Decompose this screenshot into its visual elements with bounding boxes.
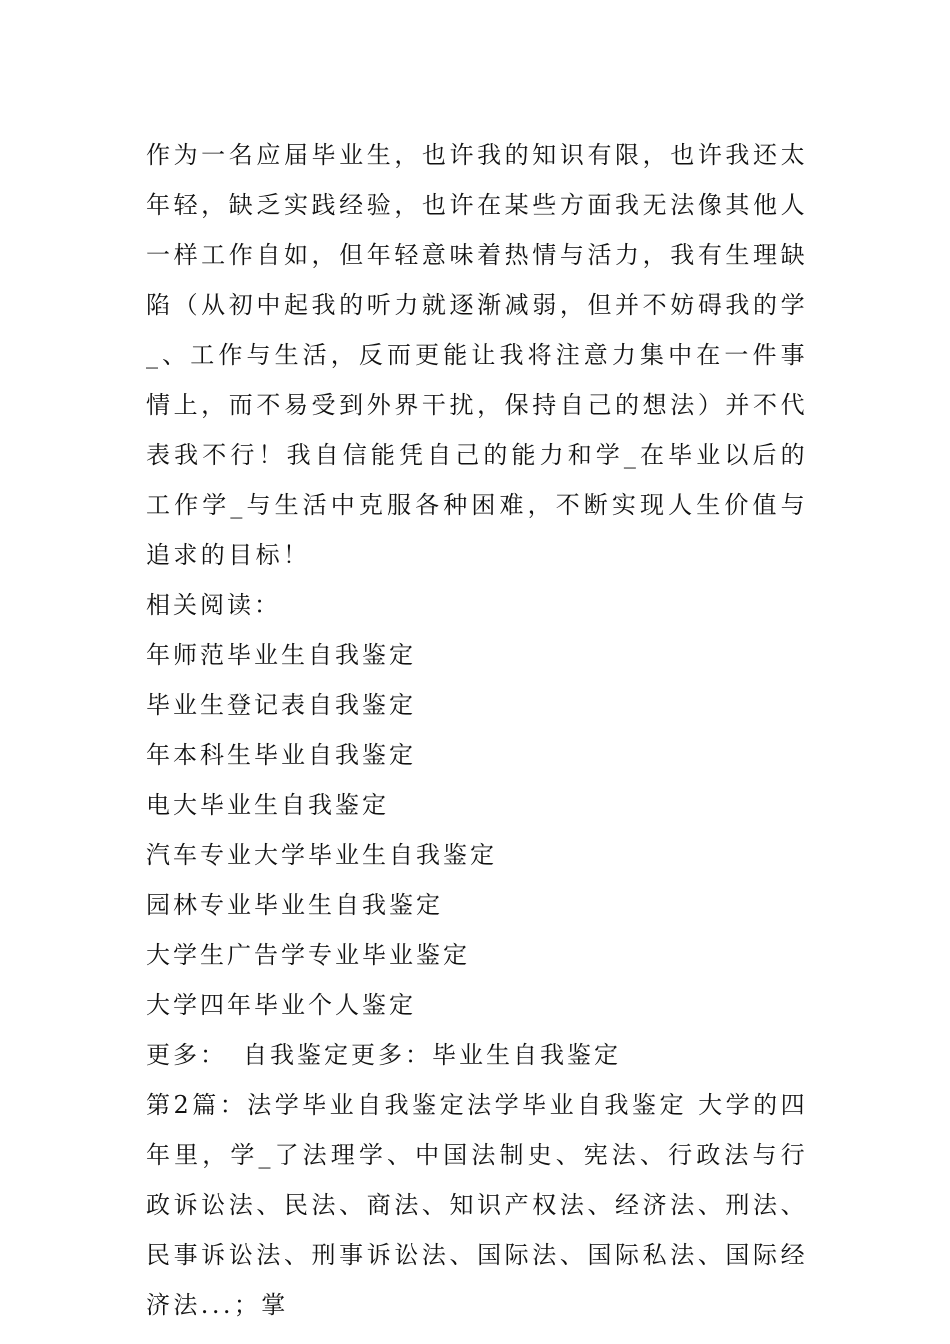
related-item[interactable]: 大学生广告学专业毕业鉴定 [146,941,470,969]
related-heading: 相关阅读： [146,591,281,619]
document-content [146,130,808,1330]
related-list [146,630,808,1030]
intro-paragraph: 作为一名应届毕业生，也许我的知识有限，也许我还太年轻，缺乏实践经验，也许在某些方面我无法像其他人一样工作自如，但年轻意味着热情与活力，我有生理缺陷（从初中起我的听力就逐渐减弱，但并不妨碍我的学_、工作与生活，反而更能让我将注意力集中在一件事情上，而不易受到外界干扰，保持自己的想法）并不代表我不行！我自信能凭自己的能力和学_在毕业以后的工作学_与生活中克服各种困难，不断实现人生价值与追求的目标！ [146,141,808,569]
related-item[interactable]: 大学四年毕业个人鉴定 [146,991,416,1019]
related-item[interactable]: 园林专业毕业生自我鉴定 [146,891,443,919]
related-item[interactable]: 毕业生登记表自我鉴定 [146,691,416,719]
related-item[interactable]: 电大毕业生自我鉴定 [146,791,389,819]
more-label: 更多： [146,1041,227,1069]
second-article-paragraph: 第2篇：法学毕业自我鉴定法学毕业自我鉴定 大学的四年里，学_了法理学、中国法制史、宪法、行政法与行政诉讼法、民法、商法、知识产权法、经济法、刑法、民事诉讼法、刑事诉讼法、国际法、国际私法、国际经济法...；掌 [146,1091,808,1319]
related-item[interactable]: 汽车专业大学毕业生自我鉴定 [146,841,497,869]
related-item[interactable]: 年本科生毕业自我鉴定 [146,741,416,769]
related-item[interactable]: 年师范毕业生自我鉴定 [146,641,416,669]
more-row [146,1030,808,1080]
more-links[interactable]: 自我鉴定更多：毕业生自我鉴定 [243,1041,621,1069]
